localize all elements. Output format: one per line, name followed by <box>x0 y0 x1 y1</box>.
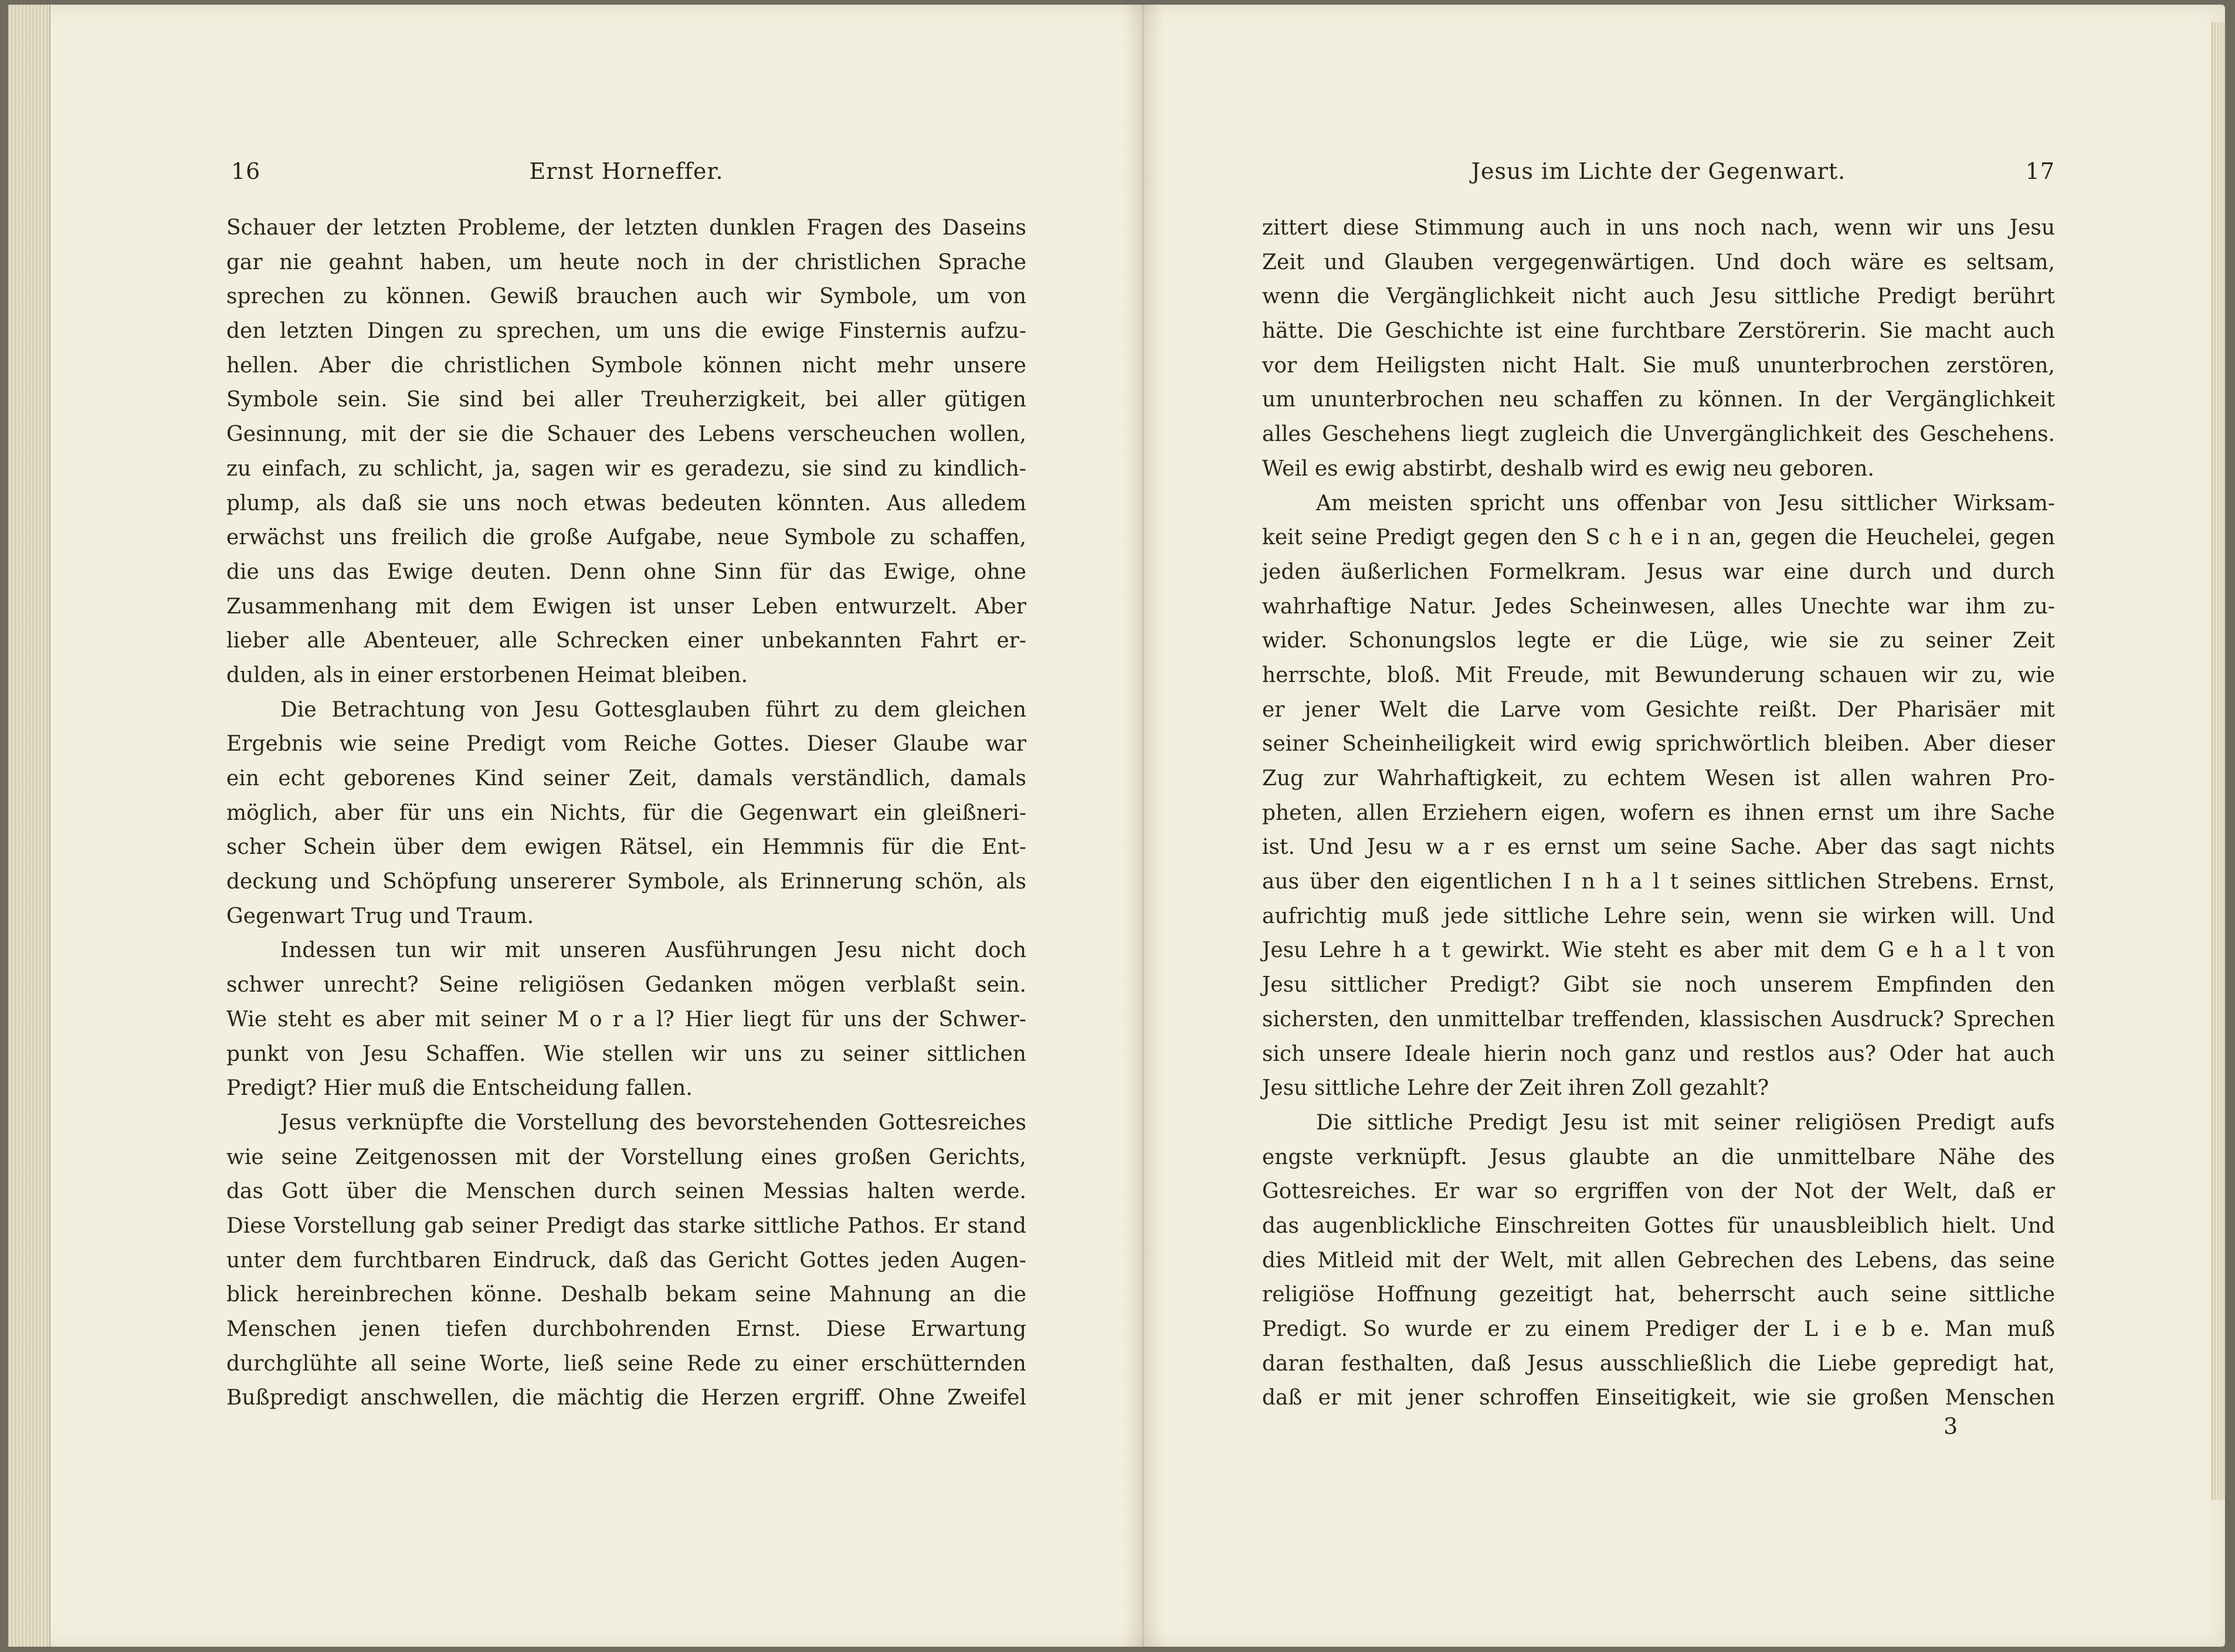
text-line: sprechen zu können. Gewiß brauchen auch wir Symbole, um von <box>226 284 1026 309</box>
text-line: seiner Scheinheiligkeit wird ewig sprichwörtlich bleiben. Aber dieser <box>1262 732 2055 757</box>
text-line: sich unsere Ideale hierin noch ganz und restlos aus? Oder hat auch <box>1262 1042 2055 1066</box>
text-line: Jesu sittliche Lehre der Zeit ihren Zoll gezahlt? <box>1262 1076 1769 1101</box>
text-line: Gottesreiches. Er war so ergriffen von der Not der Welt, daß er <box>1262 1179 2055 1204</box>
text-line: hätte. Die Geschichte ist eine furchtbare Zerstörerin. Sie macht auch <box>1262 319 2055 344</box>
left-running-head <box>226 158 1026 194</box>
text-line: Diese Vorstellung gab seiner Predigt das starke sittliche Pathos. Er stand <box>226 1213 1026 1238</box>
text-line: Jesus verknüpfte die Vorstellung des bevorstehenden Gottesreiches <box>280 1110 1026 1135</box>
text-line: Jesu Lehre h a t gewirkt. Wie steht es aber mit dem G e h a l t von <box>1262 938 2055 963</box>
text-line: möglich, aber für uns ein Nichts, für die Gegenwart ein gleißneri- <box>226 800 1026 825</box>
text-line: Jesu sittlicher Predigt? Gibt sie noch unserem Empfinden den <box>1262 973 2055 998</box>
text-line: Ergebnis wie seine Predigt vom Reiche Gottes. Dieser Glaube war <box>226 732 1026 757</box>
text-line: Am meisten spricht uns offenbar von Jesu sittlicher Wirksam- <box>1316 491 2055 515</box>
text-line: Die Betrachtung von Jesu Gottesglauben führt zu dem gleichen <box>280 697 1026 722</box>
text-line: den letzten Dingen zu sprechen, um uns die ewige Finsternis aufzu- <box>226 319 1026 344</box>
text-line: erwächst uns freilich die große Aufgabe, neue Symbole zu schaffen, <box>226 525 1026 550</box>
text-line: religiöse Hoffnung gezeitigt hat, beherrscht auch seine sittliche <box>1262 1283 2055 1307</box>
text-line: wenn die Vergänglichkeit nicht auch Jesu sittliche Predigt berührt <box>1262 284 2055 309</box>
text-line: Zug zur Wahrhaftigkeit, zu echtem Wesen ist allen wahren Pro- <box>1262 766 2055 791</box>
text-line: schwer unrecht? Seine religiösen Gedanken mögen verblaßt sein. <box>226 973 1026 998</box>
text-line: scher Schein über dem ewigen Rätsel, ein Hemmnis für die Ent- <box>226 835 1026 860</box>
right-running-head <box>1262 158 2055 194</box>
text-line: Die sittliche Predigt Jesu ist mit seiner religiösen Predigt aufs <box>1316 1110 2055 1135</box>
text-line: er jener Welt die Larve vom Gesichte reißt. Der Pharisäer mit <box>1262 697 2055 722</box>
text-line: plump, als daß sie uns noch etwas bedeuten könnten. Aus alledem <box>226 491 1026 515</box>
text-line: wahrhaftige Natur. Jedes Scheinwesen, alles Unechte war ihm zu- <box>1262 594 2055 619</box>
text-line: die uns das Ewige deuten. Denn ohne Sinn für das Ewige, ohne <box>226 559 1026 584</box>
text-line: punkt von Jesu Schaffen. Wie stellen wir uns zu seiner sittlichen <box>226 1042 1026 1066</box>
right-page-edges <box>2212 22 2225 1500</box>
text-line: Predigt? Hier muß die Entscheidung fallen. <box>226 1076 693 1101</box>
text-line: dulden, als in einer erstorbenen Heimat bleiben. <box>226 663 748 687</box>
text-line: unter dem furchtbaren Eindruck, daß das Gericht Gottes jeden Augen- <box>226 1248 1026 1273</box>
text-line: Gesinnung, mit der sie die Schauer des Lebens verscheuchen wollen, <box>226 422 1026 447</box>
text-line: blick hereinbrechen könne. Deshalb bekam seine Mahnung an die <box>226 1283 1026 1307</box>
text-line: sichersten, den unmittelbar treffenden, klassischen Ausdruck? Sprechen <box>1262 1007 2055 1032</box>
text-line: Zusammenhang mit dem Ewigen ist unser Leben entwurzelt. Aber <box>226 594 1026 619</box>
text-line: das Gott über die Menschen durch seinen Messias halten werde. <box>226 1179 1026 1204</box>
text-line: lieber alle Abenteuer, alle Schrecken einer unbekannten Fahrt er- <box>226 629 1026 653</box>
left-page-number: 16 <box>231 158 261 184</box>
text-line: gar nie geahnt haben, um heute noch in der christlichen Sprache <box>226 250 1026 274</box>
text-line: Predigt. So wurde er zu einem Prediger der L i e b e. Man muß <box>1262 1317 2055 1341</box>
left-body-text <box>226 211 1026 1416</box>
text-line: Wie steht es aber mit seiner M o r a l? Hier liegt für uns der Schwer- <box>226 1007 1026 1032</box>
right-page-number: 17 <box>2025 158 2055 184</box>
left-page-edges <box>8 5 50 1647</box>
right-page <box>1262 5 2055 1647</box>
right-body-text <box>1262 211 2055 1416</box>
left-running-title: Ernst Horneffer. <box>529 158 724 184</box>
text-line: jeden äußerlichen Formelkram. Jesus war eine durch und durch <box>1262 559 2055 584</box>
text-line: durchglühte all seine Worte, ließ seine Rede zu einer erschütternden <box>226 1351 1026 1376</box>
text-line: Gegenwart Trug und Traum. <box>226 904 534 928</box>
text-line: alles Geschehens liegt zugleich die Unvergänglichkeit des Geschehens. <box>1262 422 2055 447</box>
text-line: zu einfach, zu schlicht, ja, sagen wir es geradezu, sie sind zu kindlich- <box>226 456 1026 481</box>
text-line: Indessen tun wir mit unseren Ausführungen Jesu nicht doch <box>280 938 1026 963</box>
text-line: pheten, allen Erziehern eigen, wofern es ihnen ernst um ihre Sache <box>1262 800 2055 825</box>
text-line: Schauer der letzten Probleme, der letzten dunklen Fragen des Daseins <box>226 216 1026 240</box>
text-line: ein echt geborenes Kind seiner Zeit, damals verständlich, damals <box>226 766 1026 791</box>
text-line: engste verknüpft. Jesus glaubte an die unmittelbare Nähe des <box>1262 1145 2055 1169</box>
text-line: deckung und Schöpfung unsererer Symbole, als Erinnerung schön, als <box>226 870 1026 894</box>
text-line: hellen. Aber die christlichen Symbole können nicht mehr unsere <box>226 353 1026 378</box>
right-running-title: Jesus im Lichte der Gegenwart. <box>1471 158 1846 184</box>
text-line: Zeit und Glauben vergegenwärtigen. Und doch wäre es seltsam, <box>1262 250 2055 274</box>
text-line: wider. Schonungslos legte er die Lüge, wie sie zu seiner Zeit <box>1262 629 2055 653</box>
text-line: zittert diese Stimmung auch in uns noch nach, wenn wir uns Jesu <box>1262 216 2055 240</box>
text-line: um ununterbrochen neu schaffen zu können. In der Vergänglichkeit <box>1262 388 2055 412</box>
text-line: Symbole sein. Sie sind bei aller Treuherzigkeit, bei aller gütigen <box>226 388 1026 412</box>
book-gutter <box>1122 5 1164 1647</box>
text-line: vor dem Heiligsten nicht Halt. Sie muß ununterbrochen zerstören, <box>1262 353 2055 378</box>
open-book <box>8 5 2225 1647</box>
text-line: Weil es ewig abstirbt, deshalb wird es ewig neu geboren. <box>1262 456 1874 481</box>
text-line: Menschen jenen tiefen durchbohrenden Ernst. Diese Erwartung <box>226 1317 1026 1341</box>
text-line: wie seine Zeitgenossen mit der Vorstellung eines großen Gerichts, <box>226 1145 1026 1169</box>
text-line: das augenblickliche Einschreiten Gottes für unausbleiblich hielt. Und <box>1262 1213 2055 1238</box>
text-line: ist. Und Jesu w a r es ernst um seine Sache. Aber das sagt nichts <box>1262 835 2055 860</box>
signature-mark: 3 <box>1944 1413 1958 1439</box>
left-page <box>226 5 1026 1647</box>
text-line: dies Mitleid mit der Welt, mit allen Gebrechen des Lebens, das seine <box>1262 1248 2055 1273</box>
text-line: daß er mit jener schroffen Einseitigkeit, wie sie großen Menschen <box>1262 1386 2055 1410</box>
text-line: aufrichtig muß jede sittliche Lehre sein, wenn sie wirken will. Und <box>1262 904 2055 928</box>
text-line: keit seine Predigt gegen den S c h e i n an, gegen die Heuchelei, gegen <box>1262 525 2055 550</box>
text-line: daran festhalten, daß Jesus ausschließlich die Liebe gepredigt hat, <box>1262 1351 2055 1376</box>
text-line: aus über den eigentlichen I n h a l t seines sittlichen Strebens. Ernst, <box>1262 870 2055 894</box>
text-line: Bußpredigt anschwellen, die mächtig die Herzen ergriff. Ohne Zweifel <box>226 1386 1026 1410</box>
text-line: herrschte, bloß. Mit Freude, mit Bewunderung schauen wir zu, wie <box>1262 663 2055 687</box>
